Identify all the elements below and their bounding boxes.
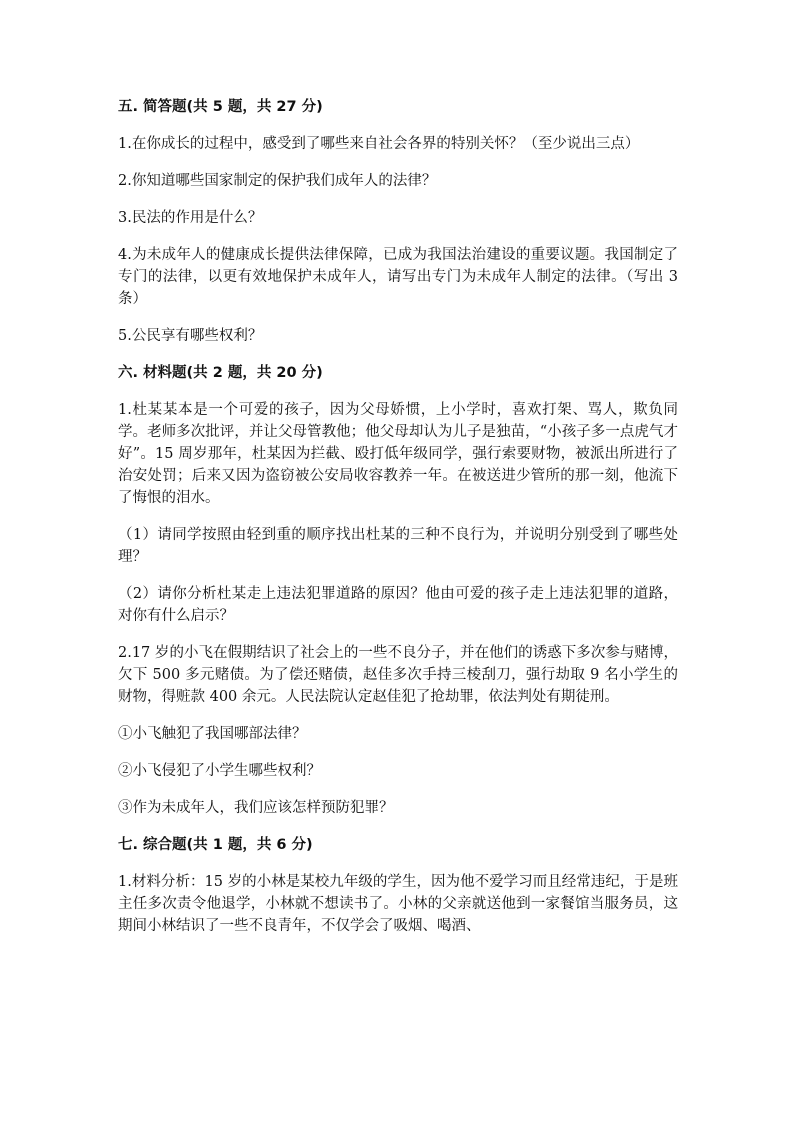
- material-6-1: 1.杜某某本是一个可爱的孩子，因为父母娇惯，上小学时，喜欢打架、骂人，欺负同学。老师多次批评，并让父母管教他；他父母却认为儿子是独苗，“小孩子多一点虎气才好”。15 周岁那年，杜某因为拦截、殴打低年级同学，强行索要财物，被派出所进行了治安处罚；后来又因为盗窃被公安局收容教养一年。在被送进少管所的那一刻，他流下了悔恨的泪水。: [118, 402, 678, 506]
- question-5-2: 2.你知道哪些国家制定的保护我们成年人的法律？: [118, 173, 437, 189]
- material-6-2-sub-3: ③作为未成年人，我们应该怎样预防犯罪？: [118, 800, 394, 816]
- document-page: [118, 96, 678, 952]
- question-5-4: 4.为未成年人的健康成长提供法律保障，已成为我国法治建设的重要议题。我国制定了专门的法律，以更有效地保护未成年人，请写出专门为未成年人制定的法律。（写出 3 条）: [118, 247, 678, 307]
- question-5-1: 1.在你成长的过程中，感受到了哪些来自社会各界的特别关怀？（至少说出三点）: [118, 136, 640, 152]
- material-6-2-sub-1: ①小飞触犯了我国哪部法律？: [118, 726, 307, 742]
- question-5-3: 3.民法的作用是什么？: [118, 210, 263, 226]
- section-6-heading: 六. 材料题(共 2 题，共 20 分): [118, 365, 323, 381]
- material-6-2-sub-2: ②小飞侵犯了小学生哪些权利？: [118, 763, 321, 779]
- material-6-1-sub-1: （1）请同学按照由轻到重的顺序找出杜某的三种不良行为，并说明分别受到了哪些处理？: [118, 527, 678, 565]
- section-7-heading: 七. 综合题(共 1 题，共 6 分): [118, 837, 313, 853]
- comprehensive-7-1: 1.材料分析：15 岁的小林是某校九年级的学生，因为他不爱学习而且经常违纪，于是班主任多次责令他退学，小林就不想读书了。小林的父亲就送他到一家餐馆当服务员，这期间小林结识了一些不良青年，不仅学会了吸烟、喝酒、: [118, 874, 678, 934]
- material-6-2: 2.17 岁的小飞在假期结识了社会上的一些不良分子，并在他们的诱惑下多次参与赌博，欠下 500 多元赌债。为了偿还赌债，赵佳多次手持三棱刮刀，强行劫取 9 名小学生的财物，得赃款 400 余元。人民法院认定赵佳犯了抢劫罪，依法判处有期徒刑。: [118, 645, 678, 705]
- question-5-5: 5.公民享有哪些权利？: [118, 328, 263, 344]
- section-5-heading: 五. 简答题(共 5 题，共 27 分): [118, 99, 323, 115]
- material-6-1-sub-2: （2）请你分析杜某走上违法犯罪道路的原因？他由可爱的孩子走上违法犯罪的道路，对你有什么启示？: [118, 586, 678, 624]
